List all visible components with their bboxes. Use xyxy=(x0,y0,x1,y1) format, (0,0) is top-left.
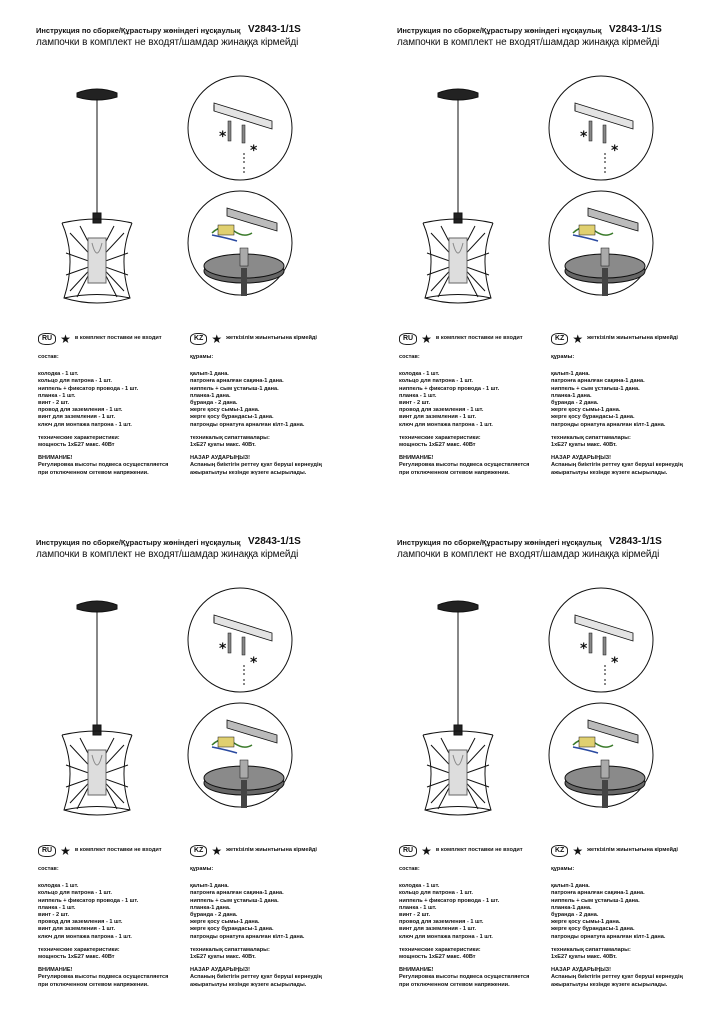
kz-item: патронға арналған сақина-1 дана. xyxy=(551,378,645,385)
ru-item: провод для заземления - 1 шт. xyxy=(399,919,484,926)
kz-not-included-note: жеткізілім жиынтығына кірмейді xyxy=(226,847,317,854)
header-subtitle: лампочки в комплект не входят/шамдар жинаққа кірмейді xyxy=(36,37,299,48)
ru-specs-value: мощность 1хЕ27 макс. 40Вт xyxy=(38,442,115,449)
kz-item: бұранда - 2 дана. xyxy=(551,400,599,407)
kz-flag-badge: KZ xyxy=(551,333,568,345)
ru-contents-label: состав: xyxy=(399,354,420,360)
kz-item: патронға арналған сақина-1 дана. xyxy=(190,378,284,385)
kz-item: планка-1 дана. xyxy=(190,904,231,911)
kazakh-column xyxy=(190,845,360,989)
instruction-header xyxy=(36,538,336,560)
kz-contents-label: құрамы: xyxy=(551,866,575,872)
assembly-illustration xyxy=(22,63,362,313)
ru-item: колодка - 1 шт. xyxy=(38,883,79,890)
kz-not-included-note: жеткізілім жиынтығына кірмейді xyxy=(226,335,317,342)
instruction-sheet-bottom-left xyxy=(22,520,362,1020)
ru-not-included-note: в комплект поставки не входит xyxy=(74,335,162,342)
ru-item: винт для заземления - 1 шт. xyxy=(399,414,477,421)
ru-item: ключ для монтажа патрона - 1 шт. xyxy=(38,933,132,940)
wiring-detail xyxy=(188,703,292,808)
kz-item: жерге қосу бұрандасы-1 дана. xyxy=(551,414,635,421)
ru-not-included-note: в комплект поставки не входит xyxy=(435,335,523,342)
kz-item: қалып-1 дана. xyxy=(190,371,229,378)
ru-specs-label: технические характеристики: xyxy=(38,434,120,441)
mounting-plate-detail xyxy=(188,76,292,180)
svg-text:*: * xyxy=(580,129,588,145)
kz-warning-line: ажыратылуы кезінде жүзеге асырылады. xyxy=(551,981,668,988)
ru-specs-label: технические характеристики: xyxy=(399,946,481,953)
ru-warning-label: ВНИМАНИЕ! xyxy=(38,967,73,974)
ru-item: винт для заземления - 1 шт. xyxy=(399,926,477,933)
ru-item: провод для заземления - 1 шт. xyxy=(38,919,123,926)
instruction-sheet-bottom-right xyxy=(383,520,723,1020)
ru-item: колодка - 1 шт. xyxy=(399,371,440,378)
ru-item: ключ для монтажа патрона - 1 шт. xyxy=(399,421,493,428)
ru-item: планка - 1 шт. xyxy=(399,904,437,911)
ru-warning-line: Регулировка высоты подвеса осуществляется xyxy=(399,974,530,981)
ru-warning-line: при отключенном сетевом напряжении. xyxy=(399,469,510,476)
ru-item: колодка - 1 шт. xyxy=(38,371,79,378)
kz-item: қалып-1 дана. xyxy=(551,883,590,890)
kz-item: жерге қосу сымы-1 дана. xyxy=(551,919,621,926)
star-icon: ★ xyxy=(211,844,223,858)
header-subtitle: лампочки в комплект не входят/шамдар жинаққа кірмейді xyxy=(397,37,660,48)
svg-text:*: * xyxy=(219,129,227,145)
pendant-lamp-drawing xyxy=(423,89,493,303)
header-title: Инструкция по сборке/Құрастыру жөніндегі нұсқаулық xyxy=(397,538,602,547)
kz-item: бұранда - 2 дана. xyxy=(190,400,238,407)
kz-item: планка-1 дана. xyxy=(551,392,592,399)
ru-contents-label: состав: xyxy=(38,354,59,360)
header-subtitle: лампочки в комплект не входят/шамдар жинаққа кірмейді xyxy=(36,549,299,560)
kazakh-column xyxy=(551,333,721,477)
russian-column xyxy=(399,333,554,477)
model-number: V2843-1/1S xyxy=(248,536,301,547)
kazakh-column xyxy=(551,845,721,989)
kz-warning-line: ажыратылуы кезінде жүзеге асырылады. xyxy=(190,469,307,476)
kz-item: патронға арналған сақина-1 дана. xyxy=(551,890,645,897)
kz-item: ниппель + сым ұстағыш-1 дана. xyxy=(551,385,640,392)
ru-warning-label: ВНИМАНИЕ! xyxy=(399,967,434,974)
kz-contents-label: құрамы: xyxy=(190,354,214,360)
ru-item: кольцо для патрона - 1 шт. xyxy=(399,890,473,897)
ru-item: винт для заземления - 1 шт. xyxy=(38,414,116,421)
ru-item: винт - 2 шт. xyxy=(399,400,431,407)
ru-item: провод для заземления - 1 шт. xyxy=(399,407,484,414)
instruction-header xyxy=(36,26,336,48)
header-title: Инструкция по сборке/Құрастыру жөніндегі нұсқаулық xyxy=(36,26,241,35)
wiring-detail xyxy=(549,703,653,808)
mounting-plate-detail xyxy=(188,588,292,692)
ru-specs-value: мощность 1хЕ27 макс. 40Вт xyxy=(399,954,476,961)
kz-item: патронға арналған сақина-1 дана. xyxy=(190,890,284,897)
kz-flag-badge: KZ xyxy=(190,845,207,857)
pendant-lamp-drawing xyxy=(62,89,132,303)
instruction-sheet-top-left xyxy=(22,8,362,508)
ru-item: винт - 2 шт. xyxy=(38,912,70,919)
kz-item: жерге қосу сымы-1 дана. xyxy=(190,919,260,926)
ru-item: ниппель + фиксатор провода - 1 шт. xyxy=(38,385,139,392)
header-title: Инструкция по сборке/Құрастыру жөніндегі нұсқаулық xyxy=(36,538,241,547)
kz-specs-label: техникалық сипаттамалары: xyxy=(551,946,631,953)
ru-warning-label: ВНИМАНИЕ! xyxy=(399,455,434,462)
ru-item: ниппель + фиксатор провода - 1 шт. xyxy=(38,897,139,904)
russian-column xyxy=(38,333,193,477)
star-icon: ★ xyxy=(421,844,432,858)
kz-item: бұранда - 2 дана. xyxy=(551,912,599,919)
kz-contents-label: құрамы: xyxy=(551,354,575,360)
kz-warning-label: НАЗАР АУДАРЫҢЫЗ! xyxy=(551,967,612,974)
model-number: V2843-1/1S xyxy=(609,24,662,35)
russian-column xyxy=(399,845,554,989)
kz-item: патронды орнатуға арналған кілт-1 дана. xyxy=(551,421,666,428)
kz-not-included-note: жеткізілім жиынтығына кірмейді xyxy=(587,335,678,342)
assembly-illustration xyxy=(383,575,723,825)
ru-warning-line: при отключенном сетевом напряжении. xyxy=(399,981,510,988)
kz-item: қалып-1 дана. xyxy=(551,371,590,378)
ru-warning-line: при отключенном сетевом напряжении. xyxy=(38,981,149,988)
ru-warning-line: Регулировка высоты подвеса осуществляется xyxy=(38,974,169,981)
ru-item: провод для заземления - 1 шт. xyxy=(38,407,123,414)
kz-contents-label: құрамы: xyxy=(190,866,214,872)
kz-item: қалып-1 дана. xyxy=(190,883,229,890)
ru-item: винт для заземления - 1 шт. xyxy=(38,926,116,933)
header-subtitle: лампочки в комплект не входят/шамдар жинаққа кірмейді xyxy=(397,549,660,560)
star-icon: ★ xyxy=(60,844,71,858)
ru-item: кольцо для патрона - 1 шт. xyxy=(38,378,112,385)
kz-specs-value: 1хЕ27 қуаты макс. 40Вт. xyxy=(551,954,617,961)
kz-item: патронды орнатуға арналған кілт-1 дана. xyxy=(190,421,305,428)
ru-item: ниппель + фиксатор провода - 1 шт. xyxy=(399,385,500,392)
ru-item: планка - 1 шт. xyxy=(38,904,76,911)
ru-item: кольцо для патрона - 1 шт. xyxy=(399,378,473,385)
instruction-header xyxy=(397,538,697,560)
mounting-plate-detail xyxy=(549,76,653,180)
ru-specs-value: мощность 1хЕ27 макс. 40Вт xyxy=(38,954,115,961)
kz-warning-label: НАЗАР АУДАРЫҢЫЗ! xyxy=(551,455,612,462)
kz-item: планка-1 дана. xyxy=(190,392,231,399)
ru-flag-badge: RU xyxy=(399,333,417,345)
kz-warning-line: Аспаның биіктігін реттеу қуат берушi кернеудің xyxy=(551,974,683,981)
ru-flag-badge: RU xyxy=(38,845,56,857)
kz-warning-line: Аспаның биіктігін реттеу қуат берушi кернеудің xyxy=(190,974,322,981)
ru-item: колодка - 1 шт. xyxy=(399,883,440,890)
russian-column xyxy=(38,845,193,989)
kz-specs-value: 1хЕ27 қуаты макс. 40Вт. xyxy=(190,954,256,961)
ru-item: ключ для монтажа патрона - 1 шт. xyxy=(38,421,132,428)
svg-text:*: * xyxy=(611,655,619,671)
ru-warning-line: при отключенном сетевом напряжении. xyxy=(38,469,149,476)
ru-not-included-note: в комплект поставки не входит xyxy=(74,847,162,854)
wiring-detail xyxy=(549,191,653,296)
kz-not-included-note: жеткізілім жиынтығына кірмейді xyxy=(587,847,678,854)
kz-specs-value: 1хЕ27 қуаты макс. 40Вт. xyxy=(190,442,256,449)
kz-warning-label: НАЗАР АУДАРЫҢЫЗ! xyxy=(190,967,251,974)
assembly-illustration xyxy=(22,575,362,825)
svg-text:*: * xyxy=(250,143,258,159)
pendant-lamp-drawing xyxy=(62,601,132,815)
kz-flag-badge: KZ xyxy=(190,333,207,345)
kazakh-column xyxy=(190,333,360,477)
model-number: V2843-1/1S xyxy=(609,536,662,547)
kz-item: ниппель + сым ұстағыш-1 дана. xyxy=(190,897,279,904)
kz-specs-label: техникалық сипаттамалары: xyxy=(190,946,270,953)
ru-specs-label: технические характеристики: xyxy=(38,946,120,953)
kz-specs-label: техникалық сипаттамалары: xyxy=(551,434,631,441)
kz-warning-label: НАЗАР АУДАРЫҢЫЗ! xyxy=(190,455,251,462)
ru-item: кольцо для патрона - 1 шт. xyxy=(38,890,112,897)
assembly-illustration xyxy=(383,63,723,313)
svg-text:*: * xyxy=(250,655,258,671)
svg-text:*: * xyxy=(219,641,227,657)
ru-warning-label: ВНИМАНИЕ! xyxy=(38,455,73,462)
ru-flag-badge: RU xyxy=(38,333,56,345)
ru-not-included-note: в комплект поставки не входит xyxy=(435,847,523,854)
ru-item: винт - 2 шт. xyxy=(38,400,70,407)
kz-warning-line: ажыратылуы кезінде жүзеге асырылады. xyxy=(551,469,668,476)
kz-warning-line: Аспаның биіктігін реттеу қуат берушi кернеудің xyxy=(551,462,683,469)
kz-warning-line: Аспаның биіктігін реттеу қуат берушi кернеудің xyxy=(190,462,322,469)
star-icon: ★ xyxy=(572,844,584,858)
star-icon: ★ xyxy=(572,332,584,346)
kz-flag-badge: KZ xyxy=(551,845,568,857)
ru-item: ключ для монтажа патрона - 1 шт. xyxy=(399,933,493,940)
ru-warning-line: Регулировка высоты подвеса осуществляется xyxy=(399,462,530,469)
instruction-sheet-top-right xyxy=(383,8,723,508)
ru-item: планка - 1 шт. xyxy=(38,392,76,399)
star-icon: ★ xyxy=(421,332,432,346)
ru-contents-label: состав: xyxy=(399,866,420,872)
kz-item: патронды орнатуға арналған кілт-1 дана. xyxy=(190,933,305,940)
kz-specs-label: техникалық сипаттамалары: xyxy=(190,434,270,441)
ru-flag-badge: RU xyxy=(399,845,417,857)
mounting-plate-detail xyxy=(549,588,653,692)
kz-item: ниппель + сым ұстағыш-1 дана. xyxy=(190,385,279,392)
kz-item: жерге қосу бұрандасы-1 дана. xyxy=(551,926,635,933)
pendant-lamp-drawing xyxy=(423,601,493,815)
svg-text:*: * xyxy=(611,143,619,159)
kz-item: жерге қосу бұрандасы-1 дана. xyxy=(190,926,274,933)
ru-item: ниппель + фиксатор провода - 1 шт. xyxy=(399,897,500,904)
wiring-detail xyxy=(188,191,292,296)
ru-specs-label: технические характеристики: xyxy=(399,434,481,441)
kz-warning-line: ажыратылуы кезінде жүзеге асырылады. xyxy=(190,981,307,988)
ru-contents-label: состав: xyxy=(38,866,59,872)
kz-item: планка-1 дана. xyxy=(551,904,592,911)
kz-item: ниппель + сым ұстағыш-1 дана. xyxy=(551,897,640,904)
header-title: Инструкция по сборке/Құрастыру жөніндегі нұсқаулық xyxy=(397,26,602,35)
ru-warning-line: Регулировка высоты подвеса осуществляется xyxy=(38,462,169,469)
model-number: V2843-1/1S xyxy=(248,24,301,35)
kz-item: патронды орнатуға арналған кілт-1 дана. xyxy=(551,933,666,940)
ru-item: винт - 2 шт. xyxy=(399,912,431,919)
kz-item: жерге қосу сымы-1 дана. xyxy=(190,407,260,414)
kz-item: бұранда - 2 дана. xyxy=(190,912,238,919)
star-icon: ★ xyxy=(60,332,71,346)
ru-specs-value: мощность 1хЕ27 макс. 40Вт xyxy=(399,442,476,449)
star-icon: ★ xyxy=(211,332,223,346)
svg-text:*: * xyxy=(580,641,588,657)
instruction-header xyxy=(397,26,697,48)
kz-item: жерге қосу сымы-1 дана. xyxy=(551,407,621,414)
kz-item: жерге қосу бұрандасы-1 дана. xyxy=(190,414,274,421)
ru-item: планка - 1 шт. xyxy=(399,392,437,399)
kz-specs-value: 1хЕ27 қуаты макс. 40Вт. xyxy=(551,442,617,449)
